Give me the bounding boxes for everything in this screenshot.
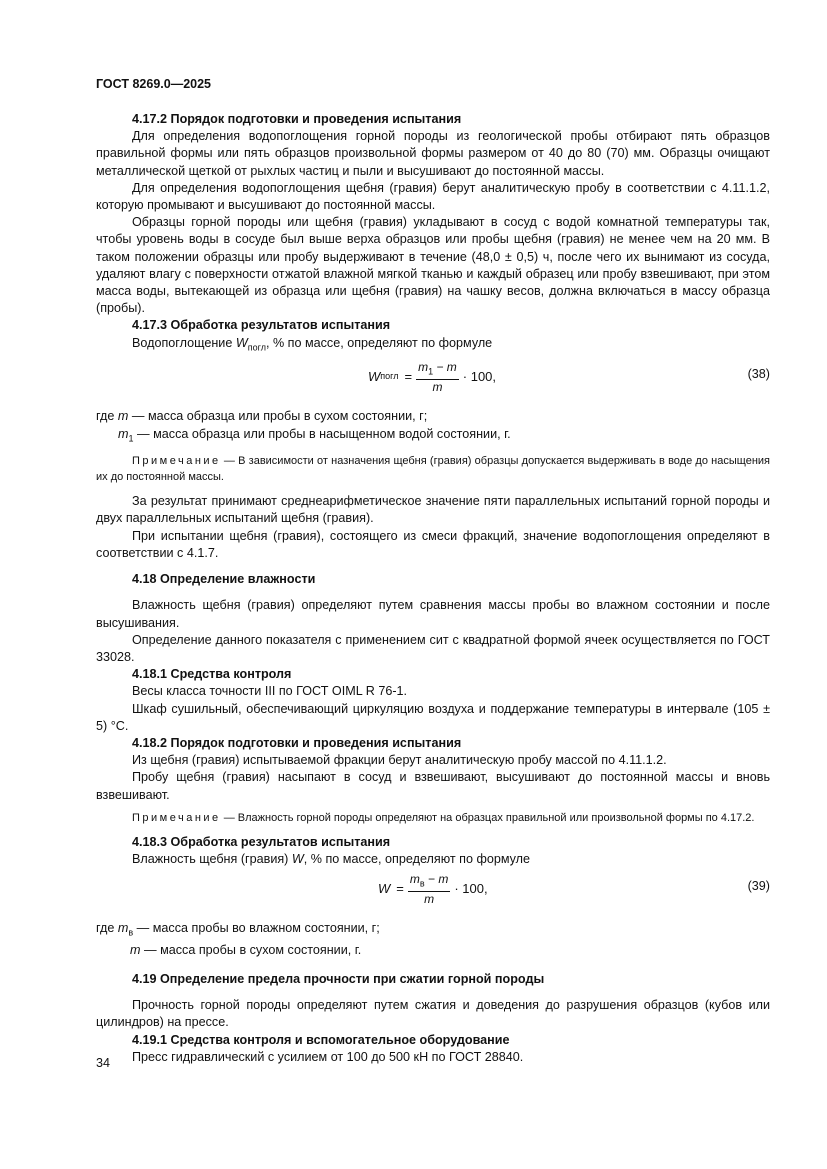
equation-number: (39) xyxy=(747,879,770,894)
formula-fraction: $\frac{m_1 - m}{m}$ xyxy=(418,360,457,394)
formula-expression: W погл = $\frac{m_1 - m}{m}$ · 100, xyxy=(368,360,497,394)
formula-expression: W = $\frac{m_в - m}{m}$ · 100, xyxy=(378,872,488,906)
section-4-18-2-title: 4.18.2 Порядок подготовки и проведения испытания xyxy=(132,735,462,750)
paragraph: Шкаф сушильный, обеспечивающий циркуляцию воздуха и поддержание температуры в интервале (105 ± 5) °С. xyxy=(96,701,770,733)
formula-intro: Водопоглощение $W_{погл}$, % по массе, определяют по формуле xyxy=(132,335,493,353)
paragraph: Весы класса точности III по ГОСТ OIML R 76-1. xyxy=(132,684,408,699)
paragraph: Прочность горной породы определяют путем сжатия и доведения до разрушения образцов (кубов или цилиндров) на прессе. xyxy=(96,998,770,1030)
formula-39 xyxy=(96,872,770,912)
variable-definition: где m — масса образца или пробы в сухом состоянии, г; xyxy=(96,409,428,424)
paragraph: При испытании щебня (гравия), состоящего из смеси фракций, значение водопоглощения определяют в соответствии с 4.1.7. xyxy=(96,528,770,560)
section-4-18-1-title: 4.18.1 Средства контроля xyxy=(132,667,292,682)
paragraph: Пресс гидравлический с усилием от 100 до 500 кН по ГОСТ 28840. xyxy=(132,1049,524,1064)
variable-definition: где $m_в$ — масса пробы во влажном состоянии, г; xyxy=(96,921,380,938)
document-body xyxy=(96,111,770,1066)
paragraph: За результат принимают среднеарифметическое значение пяти параллельных испытаний горной породы и двух параллельных испытаний щебня (гравия). xyxy=(96,494,770,526)
section-4-18-3-title: 4.18.3 Обработка результатов испытания xyxy=(132,834,391,849)
formula-fraction: $\frac{m_в - m}{m}$ xyxy=(409,872,449,906)
paragraph: Для определения водопоглощения горной породы из геологической пробы отбирают пять образцов правильной формы или пять образцов произвольной формы размером от 40 до 80 (70) мм. Образцы очищают металлической щеткой от рыхлых частиц и пыли и высушивают до постоянной массы. xyxy=(96,129,770,178)
section-4-17-3-title: 4.17.3 Обработка результатов испытания xyxy=(132,318,391,333)
note: Примечание — Влажность горной породы определяют на образцах правильной или произвольной формы по 4.17.2. xyxy=(132,811,755,824)
section-4-19-title: 4.19 Определение предела прочности при сжатии горной породы xyxy=(132,972,545,987)
paragraph: Влажность щебня (гравия) определяют путем сравнения массы пробы во влажном состоянии и после высушивания. xyxy=(96,598,770,630)
formula-intro: Влажность щебня (гравия) W, % по массе, определяют по формуле xyxy=(132,851,530,866)
formula-38 xyxy=(96,360,770,400)
paragraph: Для определения водопоглощения щебня (гравия) берут аналитическую пробу в соответствии с 4.11.1.2, которую промывают и высушивают до постоянной массы. xyxy=(96,180,770,213)
variable-definition: m — масса пробы в сухом состоянии, г. xyxy=(130,942,362,957)
paragraph: Из щебня (гравия) испытываемой фракции берут аналитическую пробу массой по 4.11.1.2. xyxy=(132,753,667,768)
note: Примечание — В зависимости от назначения щебня (гравия) образцы допускается выдерживать в воде до насыщения их до постоянной массы. xyxy=(96,455,770,484)
page-number: 34 xyxy=(96,1056,111,1070)
section-4-19-1-title: 4.19.1 Средства контроля и вспомогательное оборудование xyxy=(132,1032,510,1047)
section-4-18-title: 4.18 Определение влажности xyxy=(132,572,316,587)
paragraph: Образцы горной породы или щебня (гравия) укладывают в сосуд с водой комнатной температуры так, чтобы уровень воды в сосуде был выше верха образцов или пробы щебня (гравия) не менее чем на 20 мм. В таком положении образцы или пробу выдерживают в течение (48,0 ± 0,5) ч, после чего их вынимают из сосуда, удаляют влагу с поверхности отжатой влажной мягкой тканью и каждый образец или пробу взвешивают, при этом масса воды, вытекающей из образца или щебня (гравия) на чашку весов, должна включаться в массу образца (пробы). xyxy=(96,215,770,316)
document-header: ГОСТ 8269.0—2025 xyxy=(96,77,212,91)
paragraph: Пробу щебня (гравия) насыпают в сосуд и взвешивают, высушивают до постоянной массы и вновь взвешивают. xyxy=(96,770,770,802)
variable-definition: $m_1$ — масса образца или пробы в насыщенном водой состоянии, г. xyxy=(118,426,511,444)
paragraph: Определение данного показателя с применением сит с квадратной формой ячеек осуществляется по ГОСТ 33028. xyxy=(96,632,770,664)
section-4-17-2-title: 4.17.2 Порядок подготовки и проведения испытания xyxy=(132,112,462,126)
equation-number: (38) xyxy=(747,367,770,382)
